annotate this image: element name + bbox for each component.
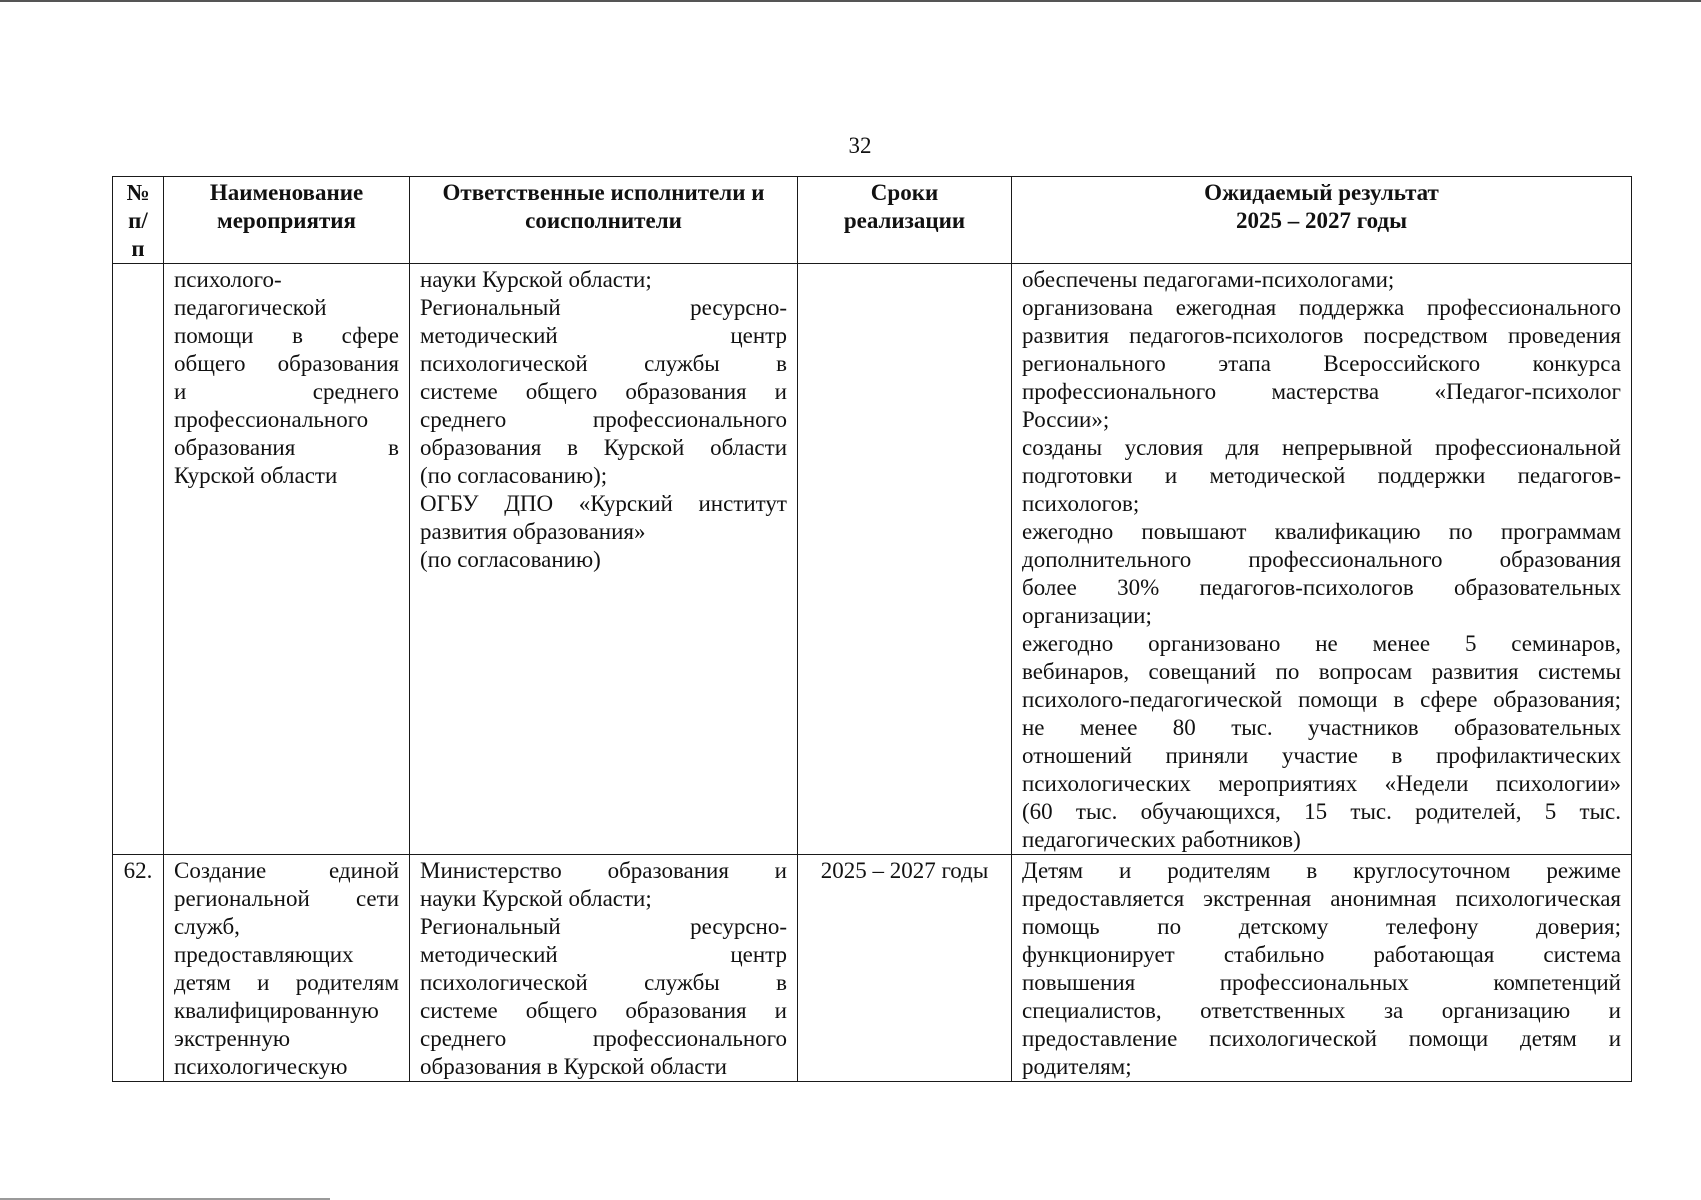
cell-text-line: психологической службы в: [420, 970, 787, 995]
header-expected-result: Ожидаемый результат 2025 – 2027 годы: [1012, 177, 1632, 264]
header-executors: Ответственные исполнители и соисполнители: [410, 177, 798, 264]
cell-text-line: образования в Курской области: [420, 1054, 727, 1079]
cell-text-line: служб,: [174, 914, 240, 939]
cell-text-line: России»;: [1022, 407, 1110, 432]
cell-text-line: образования в: [174, 435, 399, 460]
cell-text-line: психологов;: [1022, 491, 1140, 516]
cell-text-line: ежегодно повышают квалификацию по программам: [1022, 519, 1621, 544]
expected-result-cell: [1012, 855, 1632, 1082]
cell-text-line: ОГБУ ДПО «Курский институт: [420, 491, 787, 516]
cell-text-line: детям и родителям: [174, 970, 399, 995]
cell-text-line: среднего профессионального: [420, 407, 787, 432]
term-cell: 2025 – 2027 годы: [798, 855, 1012, 1082]
header-activity-name: Наименование мероприятия: [164, 177, 410, 264]
cell-text-line: ежегодно организовано не менее 5 семинаров,: [1022, 631, 1621, 656]
cell-text-line: системе общего образования и: [420, 998, 787, 1023]
table-row: [113, 855, 1632, 1082]
cell-text-line: (60 тыс. обучающихся, 15 тыс. родителей, 5 тыс.: [1022, 799, 1621, 824]
cell-text-line: образования в Курской области: [420, 435, 787, 460]
cell-text-line: дополнительного профессионального образования: [1022, 547, 1621, 572]
cell-text-line: предоставляется экстренная анонимная психологическая: [1022, 886, 1621, 911]
table-row: [113, 264, 1632, 855]
page-top-edge: [0, 0, 1701, 2]
cell-text-line: экстренную: [174, 1026, 291, 1051]
cell-text-line: развития педагогов-психологов посредством проведения: [1022, 323, 1621, 348]
cell-text-line: квалифицированную: [174, 998, 379, 1023]
expected-result-cell: [1012, 264, 1632, 855]
cell-text-line: Курской области: [174, 463, 338, 488]
activity-name-cell: [164, 264, 410, 855]
cell-text-line: Региональный ресурсно-: [420, 914, 787, 939]
cell-text-line: предоставляющих: [174, 942, 354, 967]
cell-text-line: науки Курской области;: [420, 267, 652, 292]
cell-text-line: среднего профессионального: [420, 1026, 787, 1051]
cell-text-line: родителям;: [1022, 1054, 1132, 1079]
cell-text-line: предоставление психологической помощи детям и: [1022, 1026, 1621, 1051]
activity-plan-table: [112, 176, 1632, 1082]
cell-text-line: психологических мероприятиях «Недели психологии»: [1022, 771, 1621, 796]
cell-text-line: помощь по детскому телефону доверия;: [1022, 914, 1621, 939]
table-header-row: [113, 177, 1632, 264]
term-cell: [798, 264, 1012, 855]
cell-text-line: науки Курской области;: [420, 886, 652, 911]
header-number: № п/ п: [113, 177, 164, 264]
cell-text-line: организована ежегодная поддержка профессионального: [1022, 295, 1621, 320]
cell-text-line: отношений приняли участие в профилактических: [1022, 743, 1621, 768]
cell-text-line: профессионального: [174, 407, 369, 432]
cell-text-line: обеспечены педагогами-психологами;: [1022, 267, 1395, 292]
cell-text-line: (по согласованию);: [420, 463, 608, 488]
page-number: 32: [848, 133, 872, 158]
cell-text-line: системе общего образования и: [420, 379, 787, 404]
cell-text-line: методический центр: [420, 323, 787, 348]
cell-text-line: педагогической: [174, 295, 327, 320]
cell-text-line: вебинаров, совещаний по вопросам развития системы: [1022, 659, 1621, 684]
header-terms: Сроки реализации: [798, 177, 1012, 264]
cell-text-line: более 30% педагогов-психологов образовательных: [1022, 575, 1621, 600]
cell-text-line: Региональный ресурсно-: [420, 295, 787, 320]
cell-text-line: общего образования: [174, 351, 399, 376]
cell-text-line: функционирует стабильно работающая система: [1022, 942, 1621, 967]
cell-text-line: профессионального мастерства «Педагог-психолог: [1022, 379, 1621, 404]
cell-text-line: психолого-: [174, 267, 282, 292]
executors-cell: [410, 855, 798, 1082]
cell-text-line: психологическую: [174, 1054, 348, 1079]
cell-text-line: развития образования»: [420, 519, 646, 544]
cell-text-line: регионального этапа Всероссийского конкурса: [1022, 351, 1621, 376]
activity-name-cell: [164, 855, 410, 1082]
cell-text-line: организации;: [1022, 603, 1152, 628]
cell-text-line: региональной сети: [174, 886, 399, 911]
cell-text-line: Министерство образования и: [420, 858, 787, 883]
row-number: [113, 264, 164, 855]
cell-text-line: созданы условия для непрерывной профессиональной: [1022, 435, 1621, 460]
cell-text-line: специалистов, ответственных за организацию и: [1022, 998, 1621, 1023]
cell-text-line: методический центр: [420, 942, 787, 967]
cell-text-line: подготовки и методической поддержки педагогов-: [1022, 463, 1621, 488]
executors-cell: [410, 264, 798, 855]
cell-text-line: (по согласованию): [420, 547, 601, 572]
cell-text-line: педагогических работников): [1022, 827, 1301, 852]
cell-text-line: помощи в сфере: [174, 323, 399, 348]
cell-text-line: Детям и родителям в круглосуточном режиме: [1022, 858, 1621, 883]
cell-text-line: Создание единой: [174, 858, 399, 883]
cell-text-line: повышения профессиональных компетенций: [1022, 970, 1621, 995]
cell-text-line: психологической службы в: [420, 351, 787, 376]
cell-text-line: психолого-педагогической помощи в сфере образования;: [1022, 687, 1621, 712]
cell-text-line: и среднего: [174, 379, 399, 404]
row-number: 62.: [113, 855, 164, 1082]
cell-text-line: не менее 80 тыс. участников образовательных: [1022, 715, 1621, 740]
